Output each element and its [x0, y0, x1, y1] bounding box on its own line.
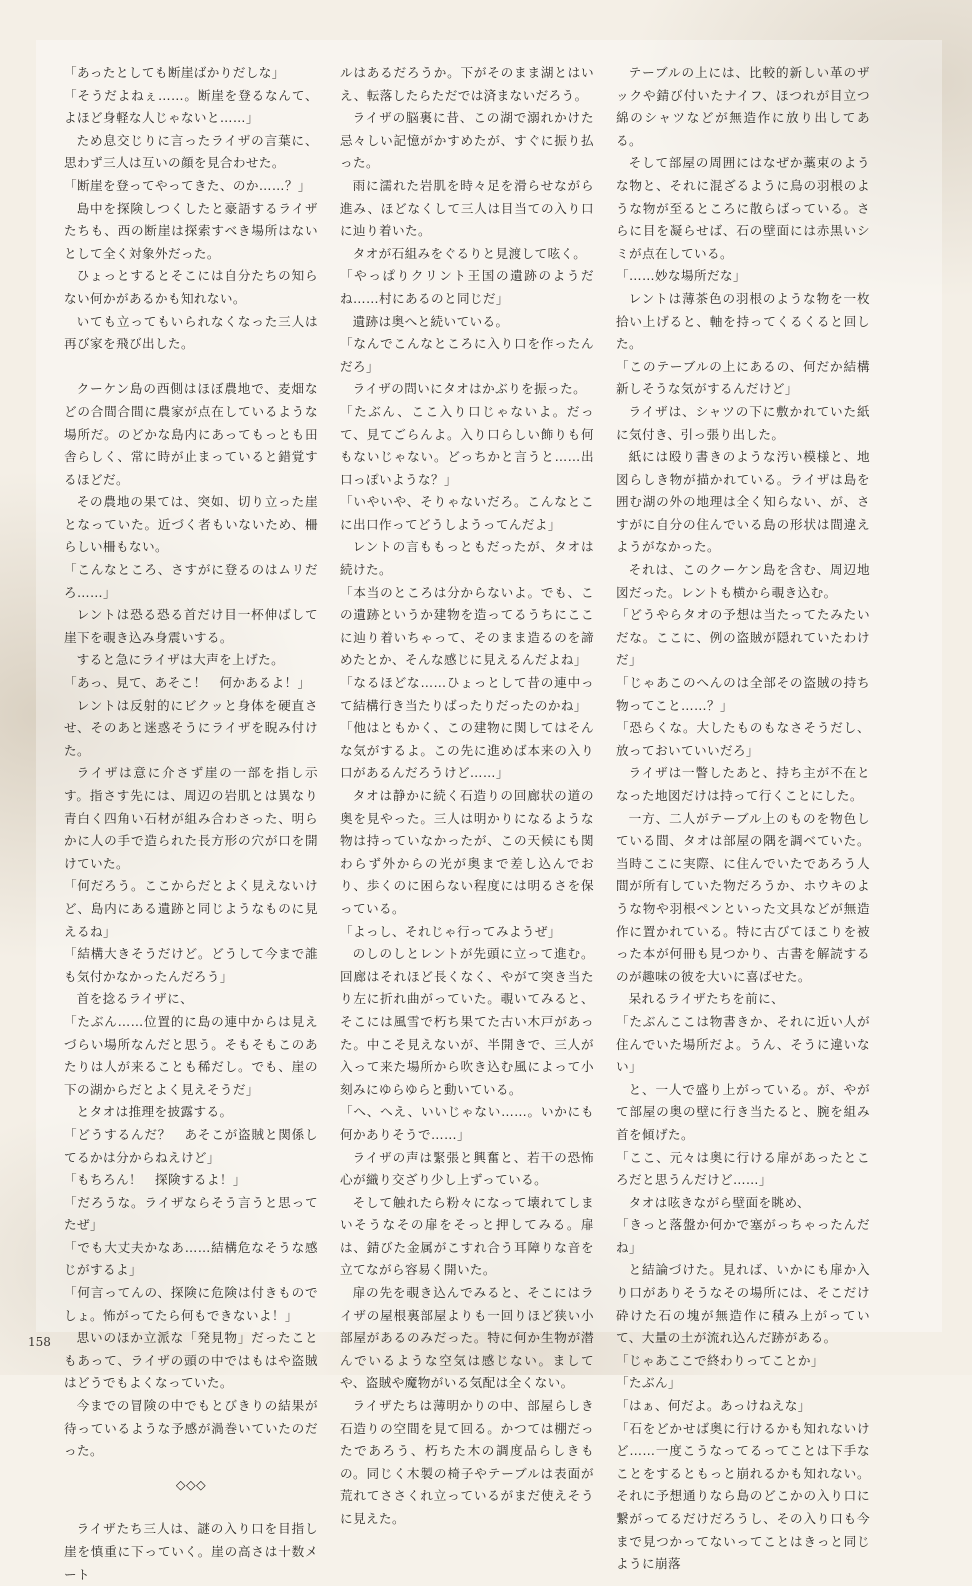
- dialogue-line: 「へ、へえ、いいじゃない……。いかにも何かありそうで……」: [340, 1104, 594, 1142]
- dialogue-line: 「たぶん」: [616, 1375, 681, 1391]
- paragraph: ライザの声は緊張と興奮と、若干の恐怖心が織り交ざり少し上ずっている。: [340, 1149, 594, 1188]
- paragraph: ライザたちは薄明かりの中、部屋らしき石造りの空間を見て回る。かつては棚だったであろう、朽ちた木の調度品らしきもの。同じく木製の椅子やテーブルは表面が荒れてささくれ立っているがまだ使えそうに見えた。: [340, 1398, 594, 1526]
- paragraph: と、一人で盛り上がっている。が、やがて部屋の奥の壁に行き当たると、腕を組み首を傾げた。: [616, 1081, 870, 1142]
- dialogue-line: 「本当のところは分からないよ。でも、この遺跡というか建物を造ってるうちにここに辿り着いちゃって、そのまま造るのを諦めたとか、そんな感じに見えるんだよね」: [340, 584, 594, 668]
- paragraph: 呆れるライザたちを前に、: [628, 991, 785, 1007]
- dialogue-line: 「こんなところ、さすがに登るのはムリだろ……」: [64, 562, 318, 600]
- paragraph: すると急にライザは大声を上げた。: [76, 652, 285, 668]
- dialogue-line: 「そうだよねぇ……。断崖を登るなんて、よほど身軽な人じゃないと……」: [64, 87, 318, 126]
- dialogue-line: 「でも大丈夫かなあ……結構危なそうな感じがするよ」: [64, 1239, 318, 1278]
- paragraph: タオが石組みをぐるりと見渡して呟く。: [352, 245, 587, 261]
- paragraph: それは、このクーケン島を含む、周辺地図だった。レントも横から覗き込む。: [616, 562, 870, 600]
- paragraph: ひょっとするとそこには自分たちの知らない何かがあるかも知れない。: [64, 268, 318, 306]
- paragraph: ライザたち三人は、謎の入り口を目指し崖を慎重に下っていく。崖の高さは十数メート: [64, 1521, 318, 1582]
- paragraph: タオは呟きながら壁面を眺め、: [628, 1194, 811, 1210]
- paragraph: その農地の果ては、突如、切り立った崖となっていた。近づく者もいないため、柵らしい柵もない。: [64, 494, 318, 555]
- dialogue-line: 「あっ、見て、あそこ！ 何かあるよ！」: [64, 675, 311, 691]
- dialogue-line: 「やっぱりクリント王国の遺跡のようだね……村にあるのと同じだ」: [340, 268, 594, 306]
- paragraph: レントの言ももっともだったが、タオは続けた。: [340, 539, 594, 578]
- paragraph: 今までの冒険の中でもとびきりの結果が待っているような予感が渦巻いていたのだった。: [64, 1398, 318, 1459]
- dialogue-line: 「どうやらタオの予想は当たってたみたいだな。ここに、例の盗賊が隠れていたわけだ」: [616, 607, 870, 668]
- dialogue-line: 「じゃあここで終わりってことか」: [616, 1352, 824, 1368]
- paragraph: とタオは推理を披露する。: [76, 1104, 233, 1120]
- paragraph: タオは静かに続く石造りの回廊状の道の奥を見やった。三人は明かりになるような物は持っていなかったが、この天候にも関わらず外からの光が奥まで差し込んでおり、歩くのに困らない程度には明るさを保っている。: [340, 788, 594, 916]
- dialogue-line: 「石をどかせば奥に行けるかも知れないけど……一度こうなってるってことは下手なことをするともっと崩れるかも知れない。それに予想通りなら島のどこかの入り口に繋がってるだけだろうし、その入り口も今まで見つかってないってことはきっと同じように崩落: [616, 1420, 870, 1572]
- text-column-3: [616, 62, 870, 1576]
- paragraph: 首を捻るライザに、: [76, 991, 194, 1007]
- dialogue-line: 「他はともかく、この建物に関してはそんな気がするよ。この先に進めば本来の入り口があるんだろうけど……」: [340, 720, 594, 781]
- dialogue-line: 「なるほどな……ひょっとして昔の連中って結構行き当たりばったりだったのかね」: [340, 675, 594, 713]
- paragraph: 遺跡は奥へと続いている。: [352, 313, 509, 329]
- text-column-1: [64, 62, 318, 1586]
- section-break: [64, 356, 318, 379]
- dialogue-line: 「たぶん……位置的に島の連中からは見えづらい場所なんだと思う。そもそもこのあたりは人が来ることも稀だし。でも、崖の下の湖からだとよく見えそうだ」: [64, 1013, 318, 1097]
- dialogue-line: 「なんでこんなところに入り口を作ったんだろ」: [340, 336, 594, 374]
- dialogue-line: 「たぶんここは物書きか、それに近い人が住んでいた場所だよ。うん、そうに違いない」: [616, 1013, 870, 1075]
- paragraph: クーケン島の西側はほぼ農地で、麦畑などの合間合間に農家が点在しているような場所だ。のどかな島内にあってもっとも田舎らしく、常に時が止まっていると錯覚するほどだ。: [64, 381, 318, 487]
- paragraph: 扉の先を覗き込んでみると、そこにはライザの屋根裏部屋よりも一回りほど狭い小部屋があるのみだった。特に何か生物が潜んでいるような空気は感じない。ましてや、盗賊や魔物がいる気配は全くない。: [340, 1285, 594, 1391]
- paragraph: 雨に濡れた岩肌を時々足を滑らせながら進み、ほどなくして三人は目当ての入り口に辿り着いた。: [340, 177, 594, 239]
- dialogue-line: 「よっし、それじゃ行ってみようぜ」: [340, 923, 561, 939]
- paragraph: レントは反射的にビクッと身体を硬直させ、そのあと迷惑そうにライザを睨み付けた。: [64, 697, 318, 758]
- text-column-2: [340, 62, 594, 1531]
- paragraph: と結論づけた。見れば、いかにも扉か入り口がありそうなその場所には、そこだけ砕けた石の塊が無造作に積み上がっていて、大量の土が流れ込んだ跡がある。: [616, 1262, 870, 1346]
- paragraph: 一方、二人がテーブル上のものを物色している間、タオは部屋の隅を調べていた。当時ここに実際、に住んでいたであろう人間が所有していた物だろうか、ホウキのような物や羽根ペンといった文具などが無造作に置かれている。特に古びてほこりを被った本が何冊も見つかり、古書を解読するのが趣味の彼を大いに喜ばせた。: [616, 810, 870, 984]
- dialogue-line: 「ここ、元々は奥に行ける扉があったところだと思うんだけど……」: [616, 1149, 870, 1188]
- dialogue-line: 「どうするんだ？ あそこが盗賊と関係してるかは分からねえけど」: [64, 1126, 318, 1165]
- paragraph: 島中を探険しつくしたと豪語するライザたちも、西の断崖は探索すべき場所はないとして全く対象外だった。: [64, 200, 318, 261]
- paragraph: そして部屋の周囲にはなぜか藁束のような物と、それに混ざるように鳥の羽根のような物が至るところに散らばっている。さらに目を凝らせば、石の壁面には赤黒いシミが点在している。: [616, 155, 870, 261]
- paragraph: ライザは意に介さず崖の一部を指し示す。指さす先には、周辺の岩肌とは異なり青白く四角い石材が組み合わさった、明らかに人の手で造られた長方形の穴が口を開けていた。: [64, 765, 318, 871]
- paragraph: 紙には殴り書きのような汚い模様と、地図らしき物が描かれている。ライザは島を囲む湖の外の地理は全く知らない、が、さすがに自分の住んでいる島の形状は間違えようがなかった。: [616, 449, 870, 555]
- dialogue-line: 「きっと落盤か何かで塞がっちゃったんだね」: [616, 1217, 870, 1255]
- dialogue-line: 「たぶん、ここ入り口じゃないよ。だって、見てごらんよ。入り口らしい飾りも何もないじゃない。どっちかと言うと……出口っぽいような？」: [340, 403, 594, 487]
- dialogue-line: 「結構大きそうだけど。どうして今まで誰も気付かなかったんだろう」: [64, 946, 318, 984]
- dialogue-line: 「断崖を登ってやってきた、のか……？」: [64, 177, 311, 193]
- paragraph: のしのしとレントが先頭に立って進む。回廊はそれほど長くなく、やがて突き当たり左に折れ曲がっていた。覗いてみると、そこには風雪で朽ち果てた古い木戸があった。中こそ見えないが、半開きで、三人が入って来た場所から吹き込む風によって小刻みにゆらゆらと動いている。: [340, 946, 594, 1097]
- dialogue-line: 「じゃあこのへんのは全部その盗賊の持ち物ってこと……？」: [616, 675, 870, 713]
- paragraph: 思いのほか立派な「発見物」だったこともあって、ライザの頭の中ではもはや盗賊はどうでもよくなっていた。: [64, 1330, 318, 1391]
- page-number: 158: [28, 1335, 51, 1349]
- dialogue-line: 「はぁ、何だよ。あっけねえな」: [616, 1398, 811, 1414]
- dialogue-line: 「……妙な場所だな」: [616, 268, 746, 284]
- dialogue-line: 「恐らくな。大したものもなさそうだし、放っておいていいだろ」: [616, 720, 870, 758]
- dialogue-line: 「このテーブルの上にあるの、何だか結構新しそうな気がするんだけど」: [616, 358, 870, 397]
- dialogue-line: 「だろうな。ライザならそう言うと思ってたぜ」: [64, 1194, 318, 1233]
- paragraph: ため息交じりに言ったライザの言葉に、思わず三人は互いの顔を見合わせた。: [64, 132, 318, 171]
- dialogue-line: ルはあるだろうか。下がそのまま湖とはいえ、転落したらただでは済まないだろう。: [340, 65, 594, 103]
- dialogue-line: 「何だろう。ここからだとよく見えないけど、島内にある遺跡と同じようなものに見えるね」: [64, 878, 318, 939]
- paragraph: テーブルの上には、比較的新しい革のザックや錆び付いたナイフ、ほつれが目立つ綿のシャツなどが無造作に放り出してある。: [616, 65, 870, 148]
- paragraph: いても立ってもいられなくなった三人は再び家を飛び出した。: [64, 313, 318, 352]
- scene-separator: ◇◇◇: [175, 1476, 207, 1492]
- dialogue-line: 「もちろん！ 探険するよ！」: [64, 1172, 246, 1188]
- paragraph: そして触れたら粉々になって壊れてしまいそうなその扉をそっと押してみる。扉は、錆びた金属がこすれ合う耳障りな音を立てながら容易く開いた。: [340, 1194, 594, 1278]
- paragraph: レントは薄茶色の羽根のような物を一枚拾い上げると、軸を持ってくるくると回した。: [616, 290, 870, 352]
- dialogue-line: 「何言ってんの、探険に危険は付きものでしょ。怖がってたら何もできないよ！」: [64, 1285, 318, 1323]
- paragraph: ライザの脳裏に昔、この湖で溺れかけた忌々しい記憶がかすめたが、すぐに振り払った。: [340, 110, 594, 171]
- dialogue-line: 「いやいや、そりゃないだろ。こんなとこに出口作ってどうしようってんだよ」: [340, 494, 594, 532]
- paragraph: ライザは一瞥したあと、持ち主が不在となった地図だけは持って行くことにした。: [616, 765, 870, 803]
- dialogue-line: 「あったとしても断崖ばかりだしな」: [64, 65, 285, 80]
- paragraph: レントは恐る恐る首だけ目一杯伸ばして崖下を覗き込み身震いする。: [64, 607, 318, 645]
- paragraph: ライザの問いにタオはかぶりを振った。: [352, 381, 587, 397]
- paragraph: ライザは、シャツの下に敷かれていた紙に気付き、引っ張り出した。: [616, 403, 870, 442]
